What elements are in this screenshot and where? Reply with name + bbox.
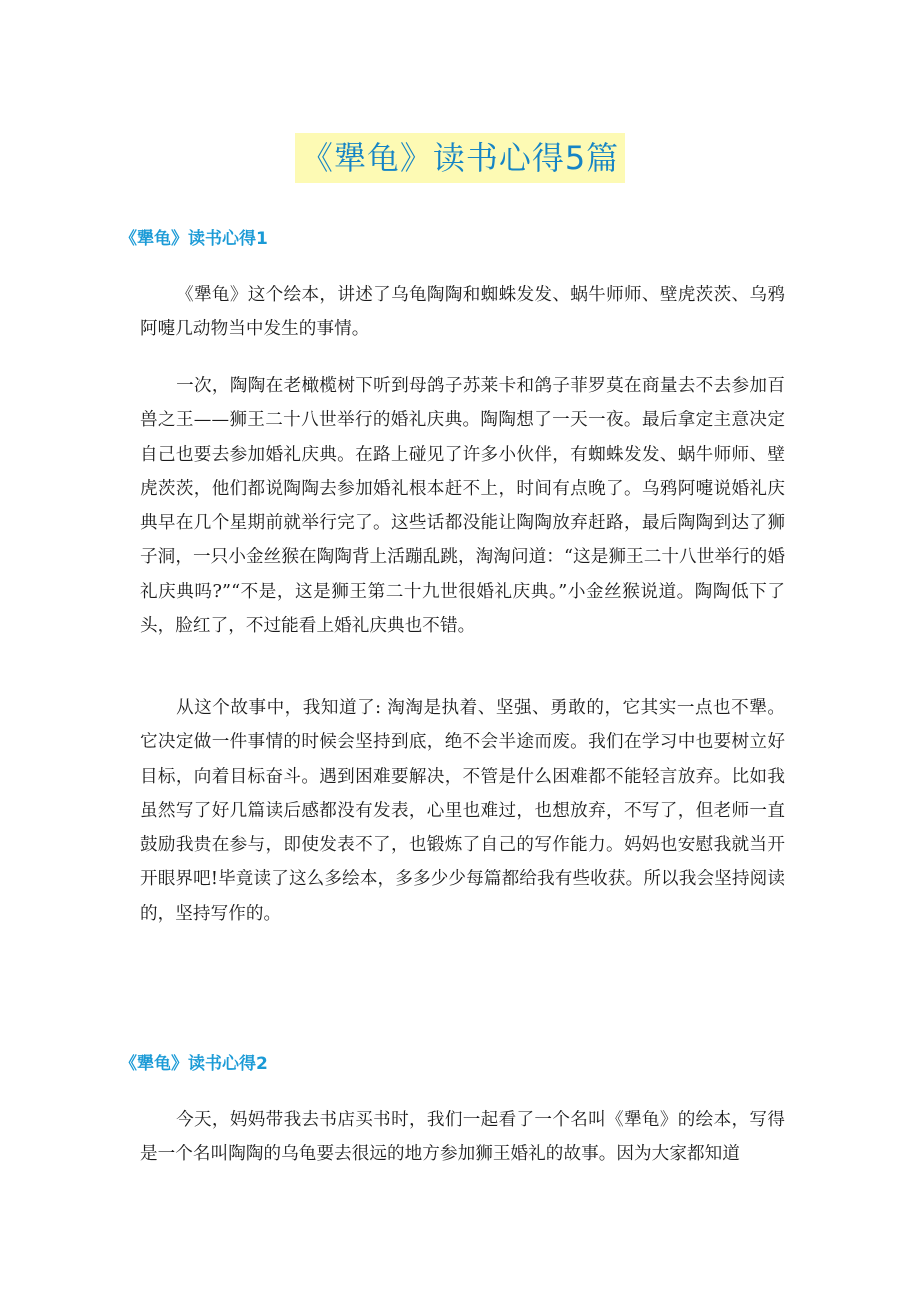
paragraph-2-1: 今天，妈妈带我去书店买书时，我们一起看了一个名叫《犟龟》的绘本，写得是一个名叫陶陶的乌龟要去很远的地方参加狮王婚礼的故事。因为大家都知道 [140, 1110, 785, 1165]
paragraph-1-3: 从这个故事中，我知道了: 淘淘是执着、坚强、勇敢的，它其实一点也不犟。它决定做一件事情的时候会坚持到底，绝不会半途而废。我们在学习中也要树立好目标，向着目标奋斗。遇到困难要解决，不管是什么困难都不能轻言放弃。比如我虽然写了好几篇读后感都没有发表，心里也难过，也想放弃，不写了，但老师一直鼓励我贵在参与，即使发表不了，也锻炼了自己的写作能力。妈妈也安慰我就当开开眼界吧!毕竟读了这么多绘本，多多少少每篇都给我有些收获。所以我会坚持阅读的，坚持写作的。 [140, 698, 785, 924]
paragraph-1-2: 一次，陶陶在老橄榄树下听到母鸽子苏莱卡和鸽子菲罗莫在商量去不去参加百兽之王——狮王二十八世举行的婚礼庆典。陶陶想了一天一夜。最后拿定主意决定自己也要去参加婚礼庆典。在路上碰见了许多小伙伴，有蜘蛛发发、蜗牛师师、壁虎茨茨，他们都说陶陶去参加婚礼根本赶不上，时间有点晚了。乌鸦阿嚏说婚礼庆典早在几个星期前就举行完了。这些话都没能让陶陶放弃赶路，最后陶陶到达了狮子洞，一只小金丝猴在陶陶背上活蹦乱跳，淘淘问道：“这是狮王二十八世举行的婚礼庆典吗?”“不是，这是狮王第二十九世很婚礼庆典。”小金丝猴说道。陶陶低下了头，脸红了，不过能看上婚礼庆典也不错。 [140, 376, 785, 637]
paragraph-1-1: 《犟龟》这个绘本，讲述了乌龟陶陶和蜘蛛发发、蜗牛师师、壁虎茨茨、乌鸦阿嚏几动物当中发生的事情。 [140, 285, 785, 340]
section-heading-1: 《犟龟》读书心得1 [120, 229, 268, 249]
document-title-text: 《犟龟》读书心得5篇 [295, 133, 625, 183]
section-heading-2: 《犟龟》读书心得2 [120, 1054, 268, 1074]
document-title [0, 133, 920, 183]
